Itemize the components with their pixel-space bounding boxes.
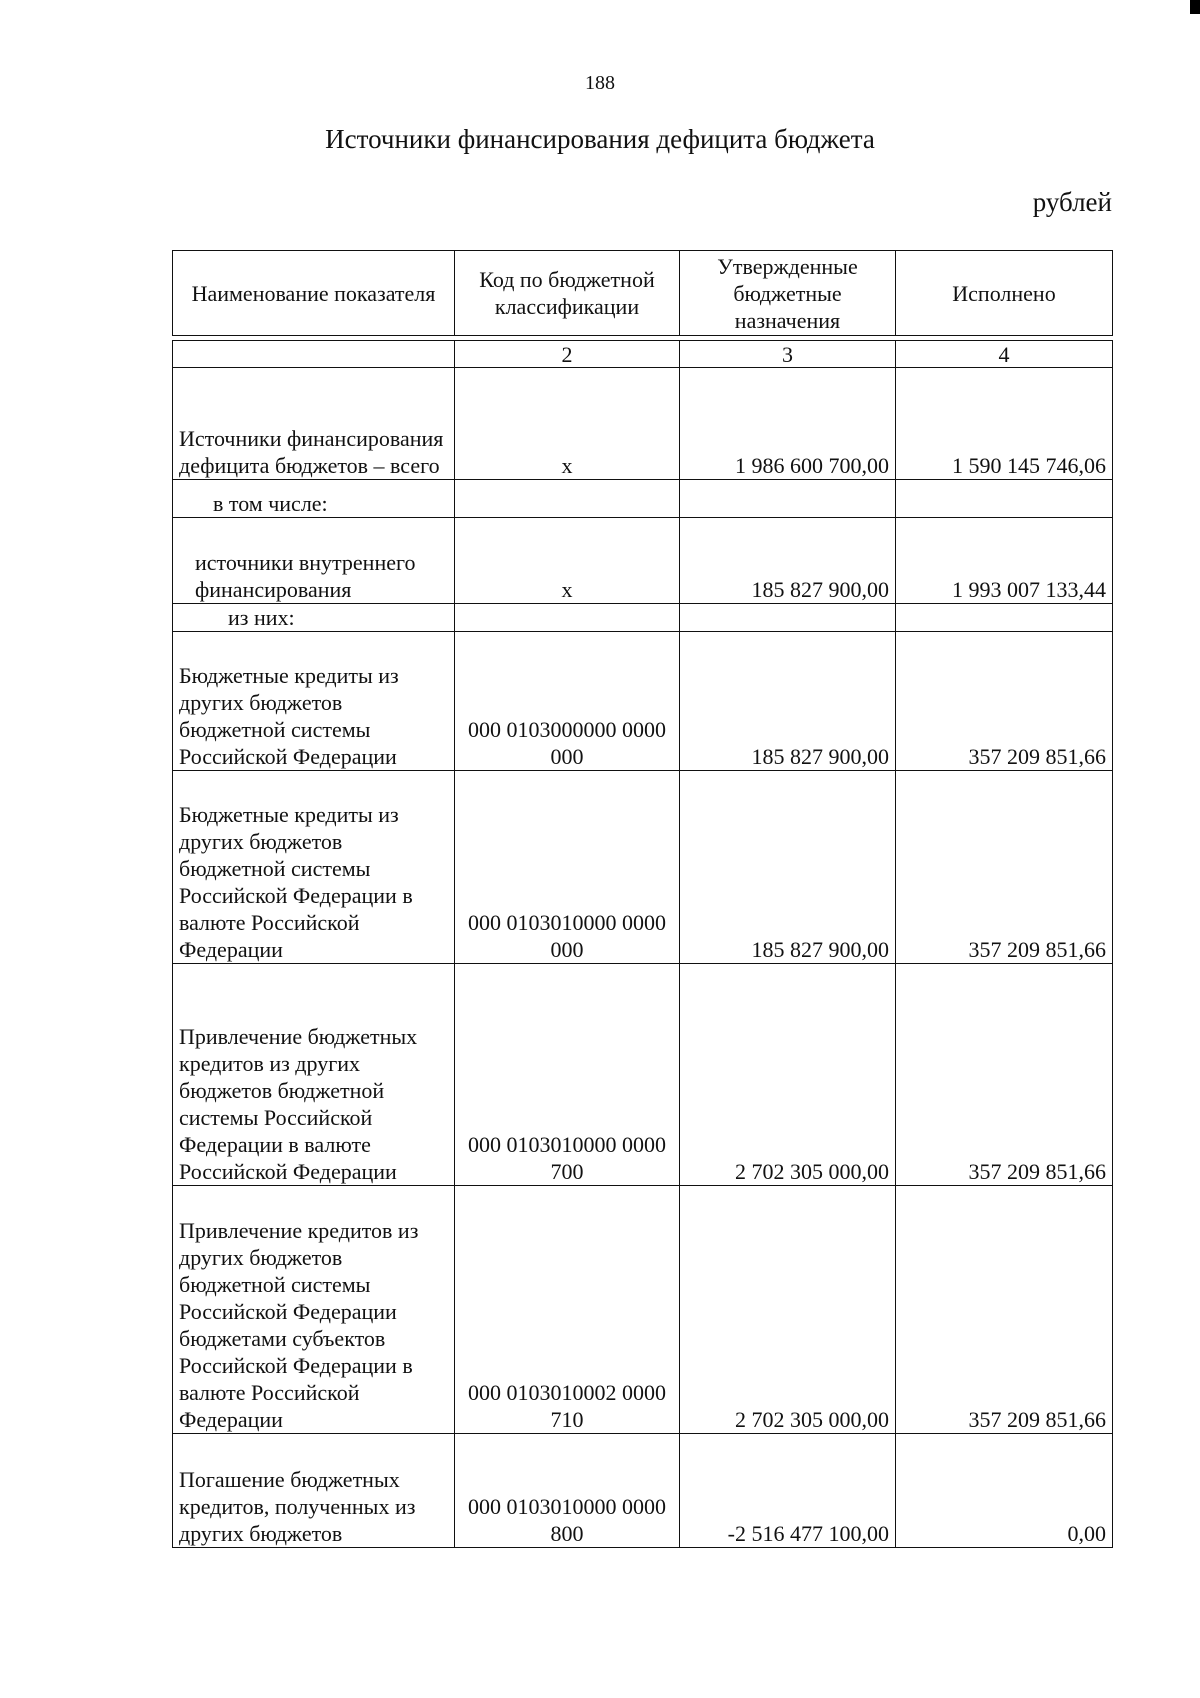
row-code: х [455, 368, 680, 480]
column-number: 2 [455, 341, 680, 368]
column-number-row [173, 341, 1113, 368]
row-code: 000 0103000000 0000 000 [455, 632, 680, 771]
units-label: рублей [1032, 187, 1112, 217]
row-name: Привлечение бюджетных кредитов из других бюджетов бюджетной системы Российской Федерации в валюте Российской Федерации [173, 964, 455, 1186]
table-row [173, 632, 1113, 771]
row-executed: 1 590 145 746,06 [896, 368, 1113, 480]
page-number: 188 [585, 72, 615, 94]
table-row [173, 1434, 1113, 1548]
row-approved: 2 702 305 000,00 [680, 1186, 896, 1434]
header-name: Наименование показателя [173, 251, 455, 336]
row-approved [680, 480, 896, 518]
row-name: Бюджетные кредиты из других бюджетов бюджетной системы Российской Федерации [173, 632, 455, 771]
row-code [455, 604, 680, 632]
row-approved [680, 604, 896, 632]
row-name: Источники финансирования дефицита бюджетов – всего [173, 368, 455, 480]
data-table [172, 340, 1113, 1548]
row-executed: 357 209 851,66 [896, 771, 1113, 964]
row-approved: 185 827 900,00 [680, 771, 896, 964]
row-code: 000 0103010000 0000 800 [455, 1434, 680, 1548]
row-code: 000 0103010002 0000 710 [455, 1186, 680, 1434]
table-row [173, 604, 1113, 632]
page-title: Источники финансирования дефицита бюджета [325, 124, 875, 154]
row-executed: 357 209 851,66 [896, 964, 1113, 1186]
table-header [172, 250, 1113, 336]
row-name: Погашение бюджетных кредитов, полученных из других бюджетов [173, 1434, 455, 1548]
row-code: х [455, 518, 680, 604]
table-row [173, 518, 1113, 604]
row-approved: -2 516 477 100,00 [680, 1434, 896, 1548]
row-name: Бюджетные кредиты из других бюджетов бюджетной системы Российской Федерации в валюте Российской Федерации [173, 771, 455, 964]
column-number [173, 341, 455, 368]
row-approved: 185 827 900,00 [680, 632, 896, 771]
table-row [173, 964, 1113, 1186]
table-row [173, 480, 1113, 518]
table-row [173, 771, 1113, 964]
row-name: из них: [173, 604, 455, 632]
row-code: 000 0103010000 0000 700 [455, 964, 680, 1186]
header-approved: Утвержденные бюджетные назначения [680, 251, 896, 336]
row-approved: 1 986 600 700,00 [680, 368, 896, 480]
row-executed: 357 209 851,66 [896, 1186, 1113, 1434]
row-code: 000 0103010000 0000 000 [455, 771, 680, 964]
row-executed: 0,00 [896, 1434, 1113, 1548]
row-approved: 2 702 305 000,00 [680, 964, 896, 1186]
column-number: 4 [896, 341, 1113, 368]
header-executed: Исполнено [896, 251, 1113, 336]
table-row [173, 368, 1113, 480]
row-approved: 185 827 900,00 [680, 518, 896, 604]
row-code [455, 480, 680, 518]
row-executed [896, 480, 1113, 518]
row-executed [896, 604, 1113, 632]
scan-mark [1190, 0, 1200, 14]
column-number: 3 [680, 341, 896, 368]
header-code: Код по бюджетной классификации [455, 251, 680, 336]
row-name: в том числе: [173, 480, 455, 518]
row-executed: 357 209 851,66 [896, 632, 1113, 771]
row-executed: 1 993 007 133,44 [896, 518, 1113, 604]
row-name: Привлечение кредитов из других бюджетов бюджетной системы Российской Федерации бюджетами субъектов Российской Федерации в валюте Российской Федерации [173, 1186, 455, 1434]
table-row [173, 1186, 1113, 1434]
row-name: источники внутреннего финансирования [173, 518, 455, 604]
header-row [173, 251, 1113, 336]
